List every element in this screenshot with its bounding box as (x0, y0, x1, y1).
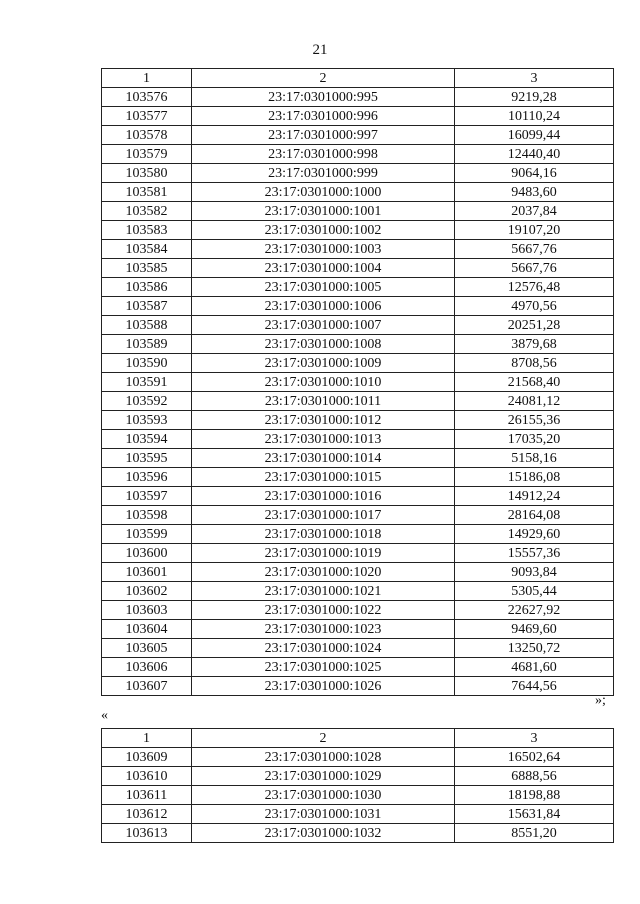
cell-number: 103580 (102, 164, 192, 183)
cell-number: 103611 (102, 786, 192, 805)
cell-value: 6888,56 (455, 767, 614, 786)
cell-value: 21568,40 (455, 373, 614, 392)
table-row (102, 544, 614, 563)
opening-quote: « (101, 708, 108, 723)
cell-value: 9093,84 (455, 563, 614, 582)
column-header: 1 (102, 729, 192, 748)
table-row (102, 658, 614, 677)
cell-cadastral-number: 23:17:0301000:1003 (192, 240, 455, 259)
table-row (102, 373, 614, 392)
cell-cadastral-number: 23:17:0301000:1029 (192, 767, 455, 786)
cell-cadastral-number: 23:17:0301000:1002 (192, 221, 455, 240)
cell-cadastral-number: 23:17:0301000:1015 (192, 468, 455, 487)
cell-value: 13250,72 (455, 639, 614, 658)
cell-number: 103600 (102, 544, 192, 563)
cell-cadastral-number: 23:17:0301000:1012 (192, 411, 455, 430)
table-row (102, 824, 614, 843)
cell-number: 103599 (102, 525, 192, 544)
cell-number: 103577 (102, 107, 192, 126)
cell-cadastral-number: 23:17:0301000:1010 (192, 373, 455, 392)
cell-cadastral-number: 23:17:0301000:1020 (192, 563, 455, 582)
cell-number: 103604 (102, 620, 192, 639)
cell-number: 103584 (102, 240, 192, 259)
cell-value: 7644,56 (455, 677, 614, 696)
cell-number: 103596 (102, 468, 192, 487)
cell-cadastral-number: 23:17:0301000:1014 (192, 449, 455, 468)
table-row (102, 767, 614, 786)
cell-cadastral-number: 23:17:0301000:1030 (192, 786, 455, 805)
cell-number: 103605 (102, 639, 192, 658)
cell-cadastral-number: 23:17:0301000:1019 (192, 544, 455, 563)
table-row (102, 316, 614, 335)
table-row (102, 221, 614, 240)
cell-number: 103587 (102, 297, 192, 316)
cell-value: 5158,16 (455, 449, 614, 468)
cell-value: 9064,16 (455, 164, 614, 183)
table-row (102, 126, 614, 145)
cell-number: 103588 (102, 316, 192, 335)
cell-number: 103595 (102, 449, 192, 468)
table-row (102, 525, 614, 544)
table-row (102, 107, 614, 126)
cell-value: 20251,28 (455, 316, 614, 335)
cell-cadastral-number: 23:17:0301000:1013 (192, 430, 455, 449)
table-row (102, 748, 614, 767)
cell-number: 103591 (102, 373, 192, 392)
cell-value: 16099,44 (455, 126, 614, 145)
cell-number: 103576 (102, 88, 192, 107)
cell-value: 2037,84 (455, 202, 614, 221)
table-row (102, 677, 614, 696)
cell-cadastral-number: 23:17:0301000:1000 (192, 183, 455, 202)
table-row (102, 449, 614, 468)
column-header: 2 (192, 69, 455, 88)
closing-quote: »; (595, 693, 606, 708)
table-header-row (102, 729, 614, 748)
cell-value: 8551,20 (455, 824, 614, 843)
cell-cadastral-number: 23:17:0301000:1025 (192, 658, 455, 677)
table-row (102, 786, 614, 805)
cell-number: 103597 (102, 487, 192, 506)
cell-number: 103602 (102, 582, 192, 601)
table-row (102, 164, 614, 183)
cell-value: 26155,36 (455, 411, 614, 430)
cell-cadastral-number: 23:17:0301000:1011 (192, 392, 455, 411)
table-row (102, 430, 614, 449)
table-row (102, 487, 614, 506)
table-row (102, 506, 614, 525)
cell-cadastral-number: 23:17:0301000:1024 (192, 639, 455, 658)
cell-value: 17035,20 (455, 430, 614, 449)
cell-cadastral-number: 23:17:0301000:1009 (192, 354, 455, 373)
column-header: 2 (192, 729, 455, 748)
table-row (102, 278, 614, 297)
column-header: 1 (102, 69, 192, 88)
table-row (102, 601, 614, 620)
cell-value: 15557,36 (455, 544, 614, 563)
table-row (102, 335, 614, 354)
table-row (102, 639, 614, 658)
cell-cadastral-number: 23:17:0301000:1018 (192, 525, 455, 544)
column-header: 3 (455, 729, 614, 748)
cell-cadastral-number: 23:17:0301000:995 (192, 88, 455, 107)
cell-value: 18198,88 (455, 786, 614, 805)
cell-cadastral-number: 23:17:0301000:1016 (192, 487, 455, 506)
cell-value: 12440,40 (455, 145, 614, 164)
cell-number: 103601 (102, 563, 192, 582)
cell-cadastral-number: 23:17:0301000:1026 (192, 677, 455, 696)
parcel-table-2 (101, 728, 614, 843)
table-row (102, 805, 614, 824)
cell-cadastral-number: 23:17:0301000:1001 (192, 202, 455, 221)
table-row (102, 563, 614, 582)
cell-cadastral-number: 23:17:0301000:1028 (192, 748, 455, 767)
table-row (102, 392, 614, 411)
table-row (102, 411, 614, 430)
cell-value: 15186,08 (455, 468, 614, 487)
cell-number: 103612 (102, 805, 192, 824)
cell-value: 9469,60 (455, 620, 614, 639)
cell-number: 103590 (102, 354, 192, 373)
cell-value: 24081,12 (455, 392, 614, 411)
cell-value: 16502,64 (455, 748, 614, 767)
cell-cadastral-number: 23:17:0301000:1032 (192, 824, 455, 843)
table-row (102, 582, 614, 601)
cell-value: 5305,44 (455, 582, 614, 601)
cell-value: 3879,68 (455, 335, 614, 354)
cell-number: 103585 (102, 259, 192, 278)
cell-value: 10110,24 (455, 107, 614, 126)
cell-cadastral-number: 23:17:0301000:996 (192, 107, 455, 126)
table-row (102, 620, 614, 639)
cell-cadastral-number: 23:17:0301000:1031 (192, 805, 455, 824)
cell-number: 103578 (102, 126, 192, 145)
cell-number: 103579 (102, 145, 192, 164)
cell-cadastral-number: 23:17:0301000:1004 (192, 259, 455, 278)
parcel-table-1 (101, 68, 614, 696)
cell-value: 4681,60 (455, 658, 614, 677)
cell-cadastral-number: 23:17:0301000:998 (192, 145, 455, 164)
table-row (102, 259, 614, 278)
cell-value: 9483,60 (455, 183, 614, 202)
cell-cadastral-number: 23:17:0301000:1006 (192, 297, 455, 316)
cell-cadastral-number: 23:17:0301000:1008 (192, 335, 455, 354)
cell-number: 103607 (102, 677, 192, 696)
cell-number: 103592 (102, 392, 192, 411)
table-row (102, 297, 614, 316)
cell-value: 15631,84 (455, 805, 614, 824)
cell-number: 103610 (102, 767, 192, 786)
cell-value: 5667,76 (455, 240, 614, 259)
cell-number: 103586 (102, 278, 192, 297)
cell-value: 19107,20 (455, 221, 614, 240)
column-header: 3 (455, 69, 614, 88)
cell-number: 103598 (102, 506, 192, 525)
cell-number: 103583 (102, 221, 192, 240)
page-number: 21 (312, 42, 328, 58)
table-row (102, 202, 614, 221)
cell-value: 22627,92 (455, 601, 614, 620)
cell-cadastral-number: 23:17:0301000:1023 (192, 620, 455, 639)
cell-number: 103606 (102, 658, 192, 677)
cell-cadastral-number: 23:17:0301000:1007 (192, 316, 455, 335)
cell-value: 14929,60 (455, 525, 614, 544)
table-header-row (102, 69, 614, 88)
table-row (102, 240, 614, 259)
cell-number: 103581 (102, 183, 192, 202)
cell-cadastral-number: 23:17:0301000:1017 (192, 506, 455, 525)
cell-number: 103609 (102, 748, 192, 767)
cell-number: 103589 (102, 335, 192, 354)
table-row (102, 88, 614, 107)
cell-value: 5667,76 (455, 259, 614, 278)
cell-number: 103593 (102, 411, 192, 430)
cell-number: 103603 (102, 601, 192, 620)
cell-value: 4970,56 (455, 297, 614, 316)
cell-number: 103582 (102, 202, 192, 221)
cell-cadastral-number: 23:17:0301000:997 (192, 126, 455, 145)
cell-number: 103613 (102, 824, 192, 843)
cell-cadastral-number: 23:17:0301000:1005 (192, 278, 455, 297)
cell-value: 9219,28 (455, 88, 614, 107)
cell-number: 103594 (102, 430, 192, 449)
table-row (102, 145, 614, 164)
table-row (102, 468, 614, 487)
cell-cadastral-number: 23:17:0301000:999 (192, 164, 455, 183)
table-row (102, 183, 614, 202)
cell-cadastral-number: 23:17:0301000:1022 (192, 601, 455, 620)
cell-cadastral-number: 23:17:0301000:1021 (192, 582, 455, 601)
cell-value: 12576,48 (455, 278, 614, 297)
cell-value: 8708,56 (455, 354, 614, 373)
cell-value: 14912,24 (455, 487, 614, 506)
table-row (102, 354, 614, 373)
cell-value: 28164,08 (455, 506, 614, 525)
